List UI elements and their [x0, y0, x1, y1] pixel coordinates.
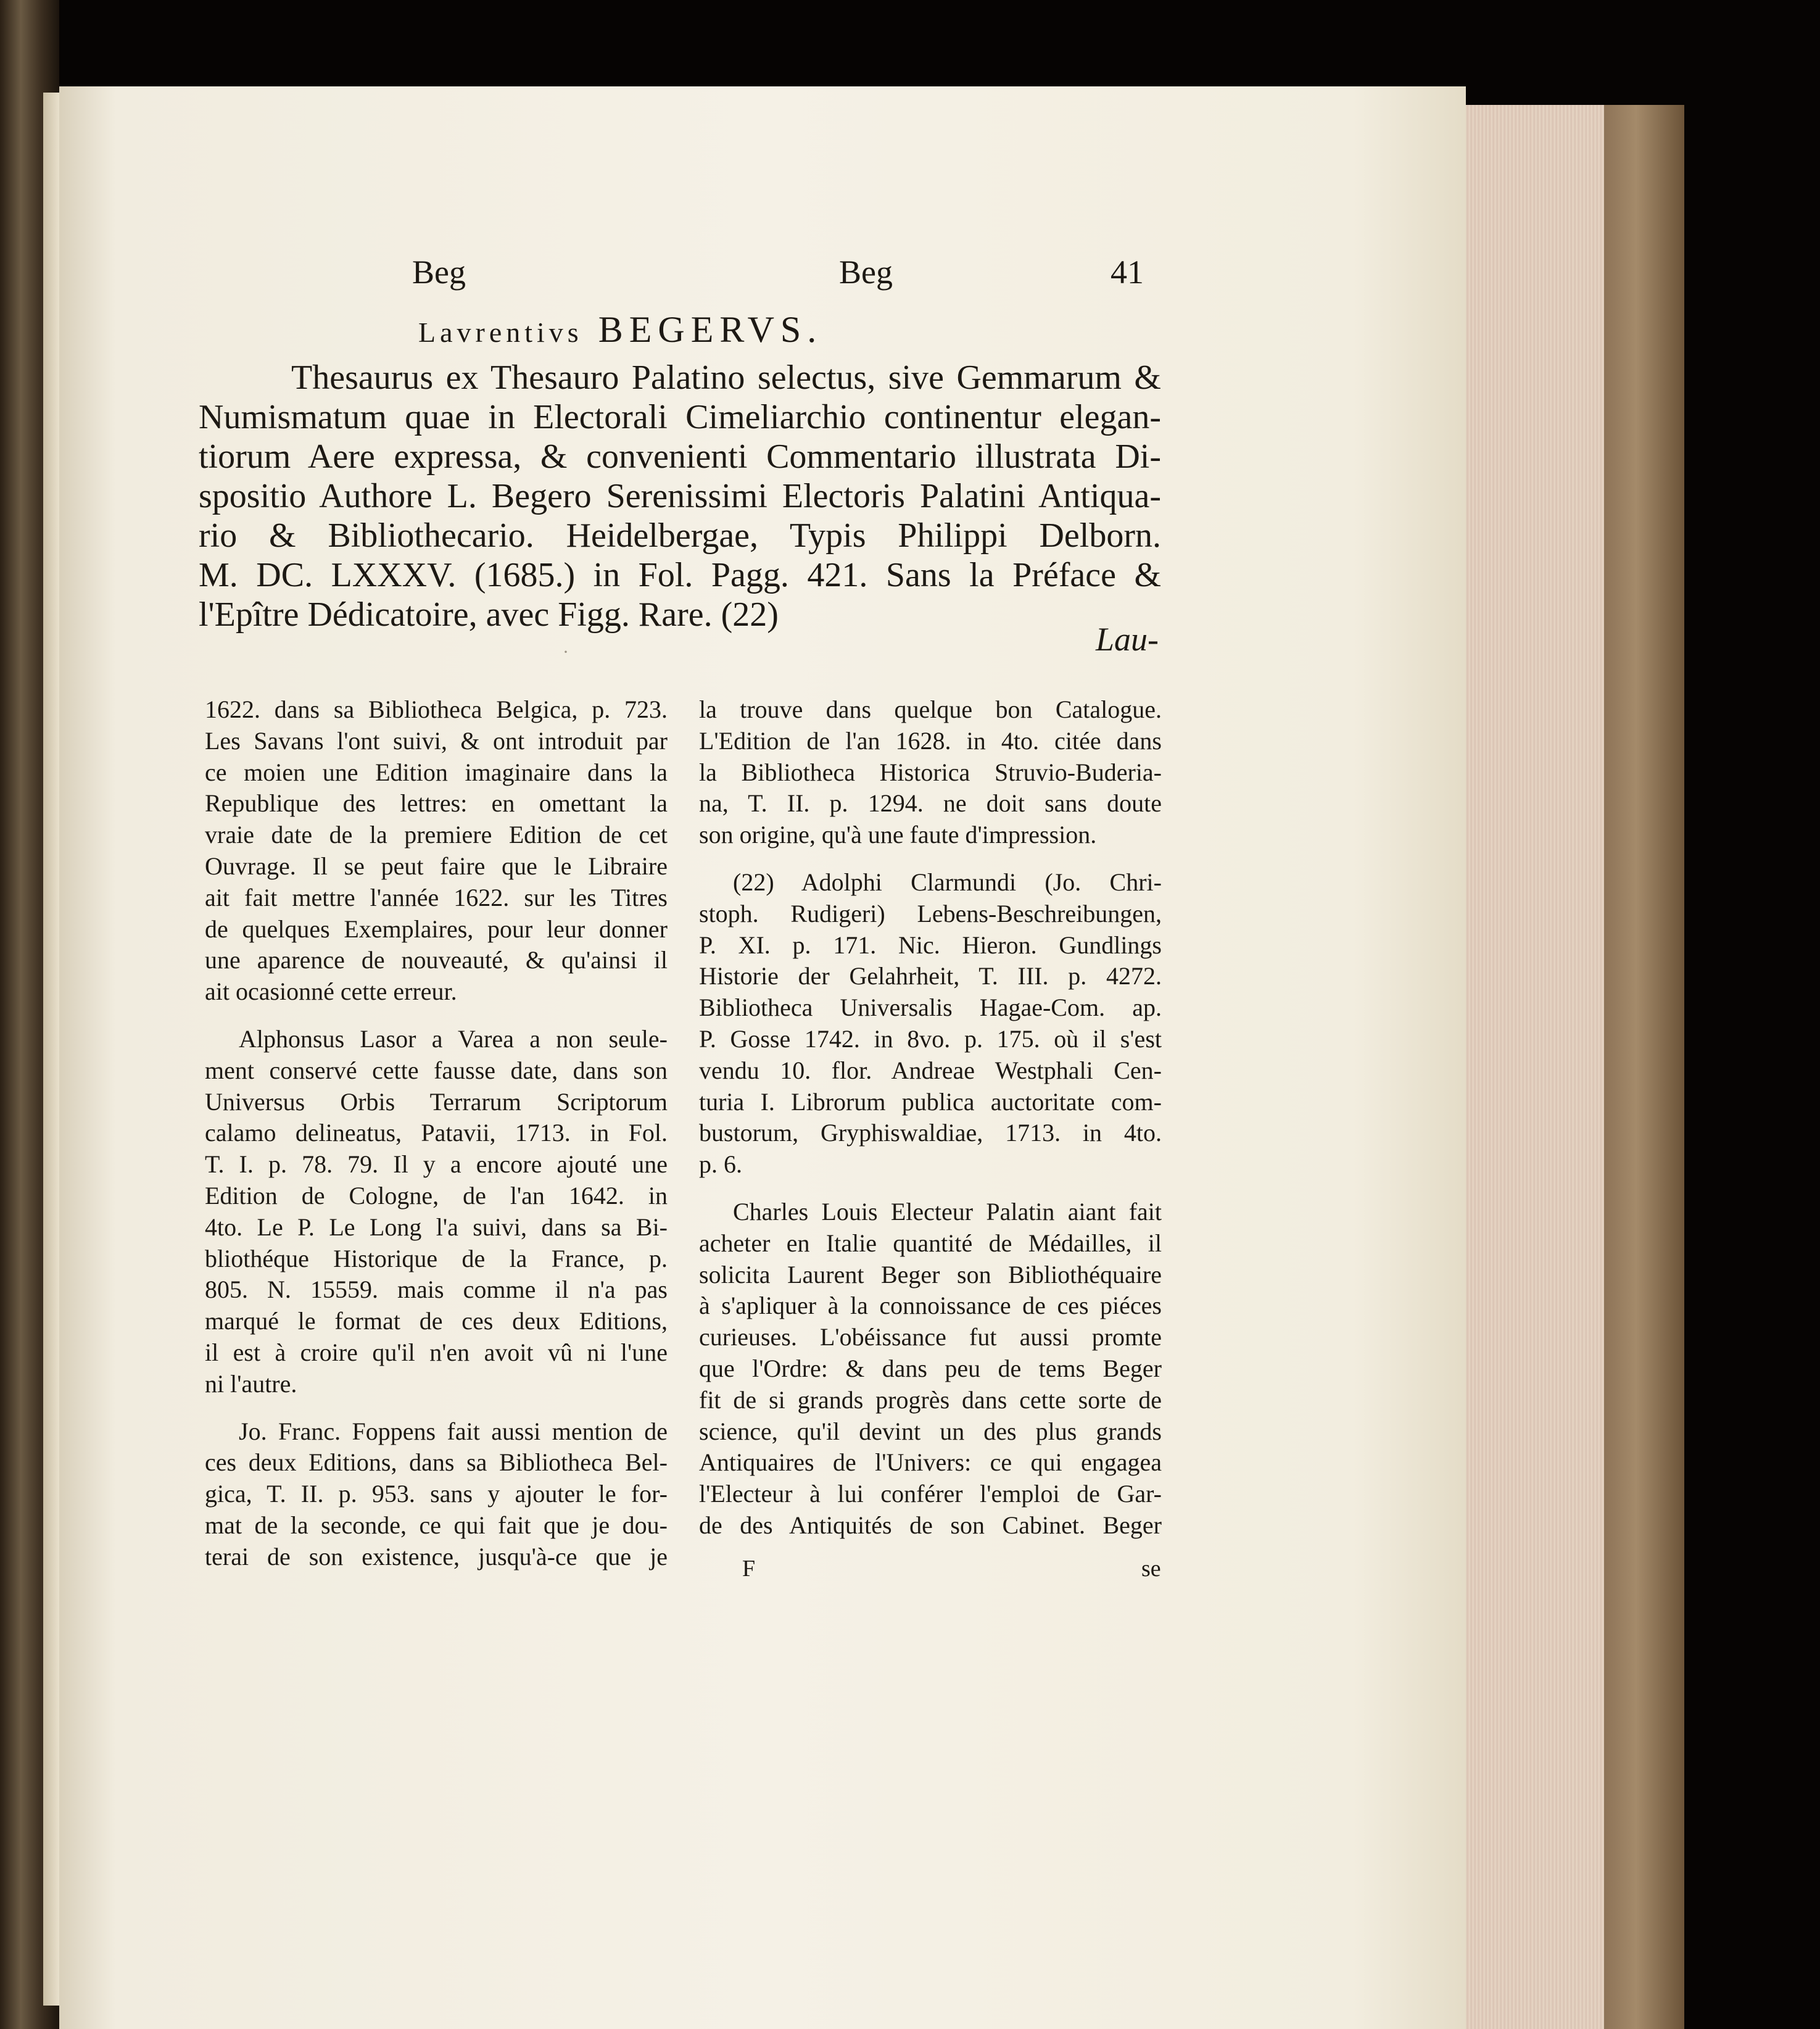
footnote-column-left — [205, 694, 668, 1573]
column-line: à s'apliquer à la connoissance de ces piéces — [699, 1292, 1162, 1320]
book-cover-edge — [1604, 105, 1684, 2029]
column-line: de quelques Exemplaires, pour leur donner — [205, 915, 668, 943]
column-line: gica, T. II. p. 953. sans y ajouter le for- — [205, 1480, 668, 1508]
column-line: na, T. II. p. 1294. ne doit sans doute — [699, 789, 1162, 818]
column-line: 1622. dans sa Bibliotheca Belgica, p. 723. — [205, 695, 668, 723]
entry-description — [199, 358, 1161, 634]
running-head-center: Beg — [839, 254, 893, 291]
column-line: terai de son existence, jusqu'à-ce que je — [205, 1542, 668, 1571]
page-number: 41 — [1111, 254, 1144, 291]
column-line: Alphonsus Lasor a Varea a non seule- — [239, 1024, 668, 1053]
column-line: Charles Louis Electeur Palatin aiant fait — [733, 1197, 1162, 1226]
entry-title-surname: BEGERVS. — [598, 309, 823, 350]
column-line: P. Gosse 1742. in 8vo. p. 175. où il s'est — [699, 1024, 1162, 1053]
column-line: que l'Ordre: & dans peu de tems Beger — [699, 1354, 1162, 1382]
column-line: Ouvrage. Il se peut faire que le Libraire — [205, 852, 668, 880]
column-line: Les Savans l'ont suivi, & ont introduit par — [205, 726, 668, 755]
column-line: Bibliotheca Universalis Hagae-Com. ap. — [699, 994, 1162, 1022]
column-line: bliothéque Historique de la France, p. — [205, 1244, 668, 1272]
column-line: Antiquaires de l'Univers: ce qui engagea — [699, 1448, 1162, 1477]
entry-title — [418, 309, 822, 351]
column-line: ces deux Editions, dans sa Bibliotheca Bel- — [205, 1448, 668, 1477]
column-line: une aparence de nouveauté, & qu'ainsi il — [205, 946, 668, 974]
column-line: calamo delineatus, Patavii, 1713. in Fol. — [205, 1119, 668, 1147]
column-line: Republique des lettres: en omettant la — [205, 789, 668, 818]
column-line: mat de la seconde, ce qui fait que je dou- — [205, 1511, 668, 1539]
entry-line: l'Epître Dédicatoire, avec Figg. Rare. (22) — [199, 595, 779, 634]
entry-line: M. DC. LXXXV. (1685.) in Fol. Pagg. 421. Sans la Préface & — [199, 556, 1161, 594]
column-line: p. 6. — [699, 1150, 742, 1179]
column-line: la Bibliotheca Historica Struvio-Buderia- — [699, 758, 1162, 786]
column-line: vraie date de la premiere Edition de cet — [205, 821, 668, 849]
column-line: Universus Orbis Terrarum Scriptorum — [205, 1087, 668, 1116]
printer-mark: · — [563, 642, 569, 662]
column-line: solicita Laurent Beger son Bibliothéquaire — [699, 1260, 1162, 1288]
column-line: 4to. Le P. Le Long l'a suivi, dans sa Bi- — [205, 1213, 668, 1241]
column-line: il est à croire qu'il n'en avoit vû ni l'une — [205, 1338, 668, 1366]
column-line: science, qu'il devint un des plus grands — [699, 1417, 1162, 1445]
column-line: T. I. p. 78. 79. Il y a encore ajouté une — [205, 1150, 668, 1179]
entry-line: spositio Authore L. Begero Serenissimi Electoris Palatini Antiqua- — [199, 477, 1161, 515]
column-line: de des Antiquités de son Cabinet. Beger — [699, 1511, 1162, 1539]
column-line: son origine, qu'à une faute d'impression. — [699, 821, 1097, 849]
entry-line: rio & Bibliothecario. Heidelbergae, Typis Philippi Delborn. — [199, 517, 1161, 555]
column-line: Edition de Cologne, de l'an 1642. in — [205, 1181, 668, 1210]
column-line: la trouve dans quelque bon Catalogue. — [699, 695, 1162, 723]
column-line: ni l'autre. — [205, 1369, 297, 1398]
column-line: l'Electeur à lui conférer l'emploi de Gar- — [699, 1480, 1162, 1508]
column-line: fit de si grands progrès dans cette sorte de — [699, 1385, 1162, 1414]
column-line: turia I. Librorum publica auctoritate com- — [699, 1087, 1162, 1116]
column-line: 805. N. 15559. mais comme il n'a pas — [205, 1276, 668, 1304]
column-line: ce moien une Edition imaginaire dans la — [205, 758, 668, 786]
column-line: P. XI. p. 171. Nic. Hieron. Gundlings — [699, 931, 1162, 959]
column-line: marqué le format de ces deux Editions, — [205, 1307, 668, 1335]
column-line: ait ocasionné cette erreur. — [205, 977, 457, 1006]
column-line: curieuses. L'obéissance fut aussi promte — [699, 1323, 1162, 1351]
column-line: L'Edition de l'an 1628. in 4to. citée dans — [699, 726, 1162, 755]
column-line: ment conservé cette fausse date, dans son — [205, 1056, 668, 1084]
column-line: ait fait mettre l'année 1622. sur les Titres — [205, 883, 668, 911]
column-line: Jo. Franc. Foppens fait aussi mention de — [239, 1417, 668, 1445]
column-line: Historie der Gelahrheit, T. III. p. 4272. — [699, 962, 1162, 990]
column-line: vendu 10. flor. Andreae Westphali Cen- — [699, 1056, 1162, 1084]
entry-line: tiorum Aere expressa, & convenienti Commentario illustrata Di- — [199, 438, 1161, 476]
column-line: stoph. Rudigeri) Lebens-Beschreibungen, — [699, 899, 1162, 927]
column-line: (22) Adolphi Clarmundi (Jo. Chri- — [733, 868, 1162, 896]
column-line: acheter en Italie quantité de Médailles, il — [699, 1229, 1162, 1257]
entry-line: Thesaurus ex Thesauro Palatino selectus, sive Gemmarum & — [291, 359, 1161, 397]
catchword-top: Lau- — [1096, 621, 1159, 658]
page-fore-edge — [1466, 105, 1620, 2029]
signature-mark: F — [742, 1556, 756, 1582]
entry-title-forename: Lavrentivs — [418, 317, 583, 348]
entry-line: Numismatum quae in Electorali Cimeliarchio continentur elegan- — [199, 398, 1161, 436]
catchword-bottom: se — [1141, 1556, 1161, 1582]
running-head-left: Beg — [412, 254, 466, 291]
footnote-column-right — [699, 694, 1162, 1541]
column-line: bustorum, Gryphiswaldiae, 1713. in 4to. — [699, 1119, 1162, 1147]
